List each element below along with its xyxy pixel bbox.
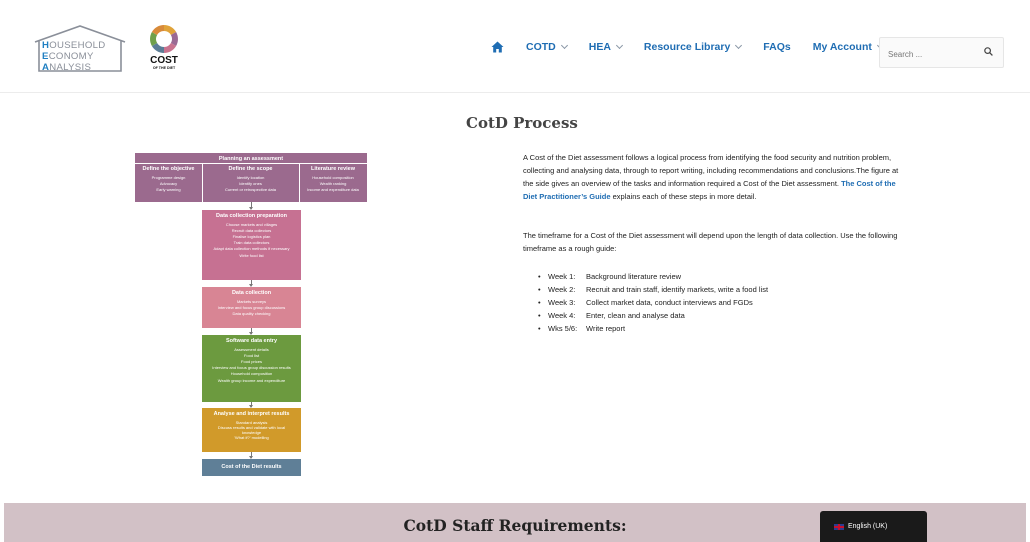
- flow-column-line: Identify location: [236, 174, 265, 180]
- practitioners-guide-link[interactable]: The Cost of the Diet Practitioner’s Guide: [523, 179, 896, 201]
- cost-of-the-diet-logo[interactable]: [146, 24, 182, 74]
- flow-step-line: Assessment details: [234, 346, 269, 352]
- language-switcher[interactable]: [820, 511, 927, 542]
- flow-step-results: [202, 459, 301, 476]
- timeframe-list: [538, 270, 768, 335]
- flow-column-scope: [202, 166, 299, 193]
- flow-step-line: 'What if?' modelling: [234, 435, 269, 441]
- week-text: Collect market data, conduct interviews and FGDs: [586, 298, 753, 307]
- nav-faqs-label: FAQs: [763, 41, 791, 53]
- flow-column-line: Advocacy: [159, 180, 178, 186]
- flow-arrow: [251, 328, 252, 334]
- flow-step-line: Write food list: [239, 252, 264, 258]
- nav-cotd-label: COTD: [526, 41, 556, 53]
- flow-column-line: Household composition: [312, 174, 354, 180]
- flow-step-line: Standard analysis: [235, 419, 268, 425]
- nav-faqs[interactable]: [763, 41, 790, 53]
- flow-step-line: Data quality checking: [232, 310, 271, 316]
- flow-step-line: Choose markets and villages: [225, 221, 278, 227]
- flow-step-line: Food list: [243, 352, 260, 358]
- flow-step-line: Train data collectors: [233, 240, 270, 246]
- list-item: [538, 322, 768, 335]
- language-label: English (UK): [848, 523, 888, 530]
- main-navigation: [491, 40, 905, 54]
- flow-column-line: Current or retrospective data: [225, 186, 276, 192]
- flow-column-line: Income and expenditure data: [307, 186, 359, 192]
- flow-step-line: Interview and focus group discussions: [217, 304, 286, 310]
- cotd-logo-word: COST: [150, 55, 178, 66]
- site-header: [0, 0, 1030, 93]
- cotd-logo-subtitle: OF THE DIET: [152, 66, 176, 70]
- flow-step-title: Cost of the Diet results: [221, 464, 282, 470]
- flow-planning-box: [135, 153, 367, 202]
- chevron-down-icon: [735, 42, 742, 49]
- week-text: Recruit and train staff, identify markets, write a food list: [586, 285, 769, 294]
- search-box: [879, 37, 1004, 68]
- flow-step-line: Recruit data collectors: [231, 227, 272, 233]
- chevron-down-icon: [616, 42, 623, 49]
- flow-step-analyse: [202, 408, 301, 452]
- intro-paragraph: [523, 151, 907, 203]
- flow-step-line: Finalise logistics plan: [232, 233, 271, 239]
- flow-column-line: Identify ones: [239, 180, 262, 186]
- flow-column-line: Early warning: [156, 186, 181, 192]
- nav-home[interactable]: [491, 41, 504, 53]
- week-text: Background literature review: [586, 272, 682, 281]
- cotd-process-flowchart: [135, 153, 367, 477]
- search-input[interactable]: [888, 47, 978, 61]
- flow-step-data-collection: [202, 287, 301, 328]
- nav-resource-library[interactable]: [644, 41, 741, 53]
- intro-text-end: explains each of these steps in more detail.: [612, 192, 757, 201]
- week-text: Enter, clean and analyse data: [586, 311, 685, 320]
- nav-hea-label: HEA: [588, 41, 611, 53]
- flow-column-literature: [299, 166, 367, 193]
- flow-column-title: Literature review: [310, 166, 356, 172]
- flow-step-software: [202, 335, 301, 402]
- cotd-ring-icon: [146, 24, 182, 56]
- flow-step-title: Software data entry: [225, 338, 278, 344]
- section-title: CotD Staff Requirements:: [403, 516, 627, 535]
- uk-flag-icon: [834, 524, 844, 530]
- search-icon[interactable]: [984, 47, 993, 56]
- flow-column-title: Define the objective: [142, 166, 195, 172]
- list-item: [538, 283, 768, 296]
- hea-logo-line-1: HOUSEHOLD: [42, 40, 106, 51]
- intro-text: A Cost of the Diet assessment follows a logical process from identifying the food security and nutrition problem, collecting and analysing data, through to report writing, including recommendations and conclusions.The figure at the side gives an overview of the tasks and information required a Cost of the Diet assessment.: [523, 153, 899, 188]
- hea-logo-line-2: ECONOMY: [42, 51, 94, 62]
- week-label: Week 4:: [548, 311, 576, 320]
- flow-step-title: Data collection preparation: [216, 213, 287, 219]
- flow-column-line: Programme design: [151, 174, 186, 180]
- flow-step-line: Discuss results and validate with local knowledge: [217, 424, 286, 435]
- nav-resource-library-label: Resource Library: [643, 41, 731, 53]
- page-title: CotD Process: [466, 114, 578, 132]
- nav-cotd[interactable]: [526, 41, 567, 53]
- flow-planning-title: Planning an assessment: [218, 156, 284, 162]
- week-label: Week 2:: [548, 285, 576, 294]
- flow-step-preparation: [202, 210, 301, 280]
- week-label: Week 3:: [548, 298, 576, 307]
- flow-step-line: Interview and focus group discussion results: [212, 365, 291, 371]
- nav-my-account-label: My Account: [812, 41, 872, 53]
- list-item: [538, 296, 768, 309]
- flow-step-line: Adapt data collection methods if necessary: [213, 246, 290, 252]
- flow-step-line: Markets surveys: [236, 298, 267, 304]
- week-text: Write report: [586, 324, 626, 333]
- flow-arrow: [251, 202, 252, 209]
- flow-arrow: [251, 402, 252, 407]
- flow-step-line: Wealth group income and expenditure: [217, 377, 286, 383]
- timeframe-paragraph: The timeframe for a Cost of the Diet assessment will depend upon the length of data collection. Use the following timeframe as a rough guide:: [523, 231, 898, 253]
- nav-hea[interactable]: [589, 41, 622, 53]
- flow-step-line: Food prices: [241, 358, 262, 364]
- nav-my-account[interactable]: [813, 41, 883, 53]
- flow-arrow: [251, 280, 252, 286]
- flow-column-objective: [135, 166, 202, 193]
- week-label: Wks 5/6:: [548, 324, 578, 333]
- flow-step-title: Analyse and interpret results: [213, 411, 290, 417]
- hea-logo-line-3: ANALYSIS: [42, 62, 92, 73]
- list-item: [538, 309, 768, 322]
- divider: [135, 163, 367, 164]
- flow-column-title: Define the scope: [228, 166, 273, 172]
- chevron-down-icon: [561, 42, 568, 49]
- hea-logo[interactable]: [33, 24, 128, 74]
- flow-step-line: Household composition: [230, 371, 273, 377]
- home-icon: [491, 41, 504, 53]
- flow-step-title: Data collection: [231, 290, 272, 296]
- list-item: [538, 270, 768, 283]
- week-label: Week 1:: [548, 272, 576, 281]
- flow-column-line: Wealth ranking: [319, 180, 347, 186]
- flow-arrow: [251, 452, 252, 458]
